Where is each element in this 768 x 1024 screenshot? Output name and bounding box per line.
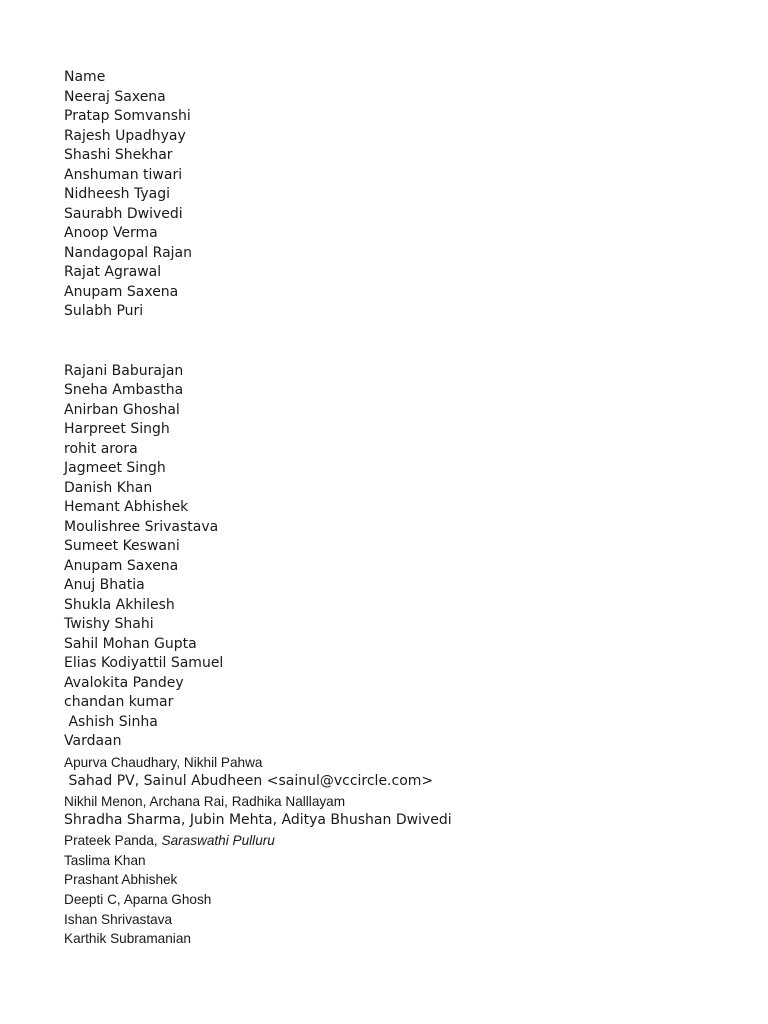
list-item: Prashant Abhishek bbox=[64, 872, 178, 888]
list-item: rohit arora bbox=[64, 440, 138, 457]
list-item: Pratap Somvanshi bbox=[64, 108, 191, 124]
list-item: Neeraj Saxena bbox=[64, 88, 166, 105]
list-item: Vardaan bbox=[64, 733, 122, 749]
list-item: Nidheesh Tyagi bbox=[64, 186, 170, 202]
list-item: Anupam Saxena bbox=[64, 557, 179, 574]
document-page bbox=[64, 68, 744, 949]
list-item: Shashi Shekhar bbox=[64, 147, 173, 163]
list-item: Shukla Akhilesh bbox=[64, 596, 175, 613]
list-header: Name bbox=[64, 69, 106, 85]
list-item: Sahil Mohan Gupta bbox=[64, 635, 197, 652]
list-item: Sahad PV, Sainul Abudheen <sainul@vccircle.com> bbox=[64, 773, 434, 790]
list-item: Anupam Saxena bbox=[64, 283, 179, 300]
list-item: Sneha Ambastha bbox=[64, 382, 184, 398]
list-item: Ashish Sinha bbox=[64, 713, 158, 730]
list-item: Avalokita Pandey bbox=[64, 674, 184, 691]
list-item: Rajat Agrawal bbox=[64, 264, 162, 280]
section-spacer bbox=[64, 322, 744, 362]
list-item: Shradha Sharma, Jubin Mehta, Aditya Bhushan Dwivedi bbox=[64, 812, 452, 829]
list-item: Nikhil Menon, Archana Rai, Radhika Nalllayam bbox=[64, 793, 346, 809]
list-item: Twishy Shahi bbox=[64, 616, 154, 632]
list-item: Deepti C, Aparna Ghosh bbox=[64, 892, 212, 908]
list-item: Taslima Khan bbox=[64, 852, 146, 868]
list-item: Nandagopal Rajan bbox=[64, 244, 192, 261]
list-item: Rajesh Upadhyay bbox=[64, 127, 186, 144]
list-item: chandan kumar bbox=[64, 694, 174, 710]
list-item: Anuj Bhatia bbox=[64, 577, 145, 593]
list-item: Anoop Verma bbox=[64, 225, 158, 241]
list-item: Ishan Shrivastava bbox=[64, 911, 173, 927]
list-item: Hemant Abhishek bbox=[64, 499, 189, 515]
list-item: Danish Khan bbox=[64, 479, 153, 496]
list-item: Elias Kodiyattil Samuel bbox=[64, 655, 224, 671]
list-item-text: Prateek Panda, bbox=[64, 832, 162, 848]
list-item: Anshuman tiwari bbox=[64, 166, 183, 183]
list-item: Rajani Baburajan bbox=[64, 362, 184, 379]
list-item-italic-text: Saraswathi Pulluru bbox=[161, 832, 275, 848]
list-item: Anirban Ghoshal bbox=[64, 401, 180, 418]
list-item bbox=[64, 831, 744, 851]
list-item: Jagmeet Singh bbox=[64, 460, 166, 476]
list-item: Saurabh Dwivedi bbox=[64, 205, 183, 222]
list-item: Apurva Chaudhary, Nikhil Pahwa bbox=[64, 754, 263, 770]
list-item: Karthik Subramanian bbox=[64, 931, 191, 947]
list-item: Sumeet Keswani bbox=[64, 538, 180, 554]
list-item: Sulabh Puri bbox=[64, 303, 144, 319]
list-item: Moulishree Srivastava bbox=[64, 518, 219, 535]
list-item: Harpreet Singh bbox=[64, 421, 170, 437]
